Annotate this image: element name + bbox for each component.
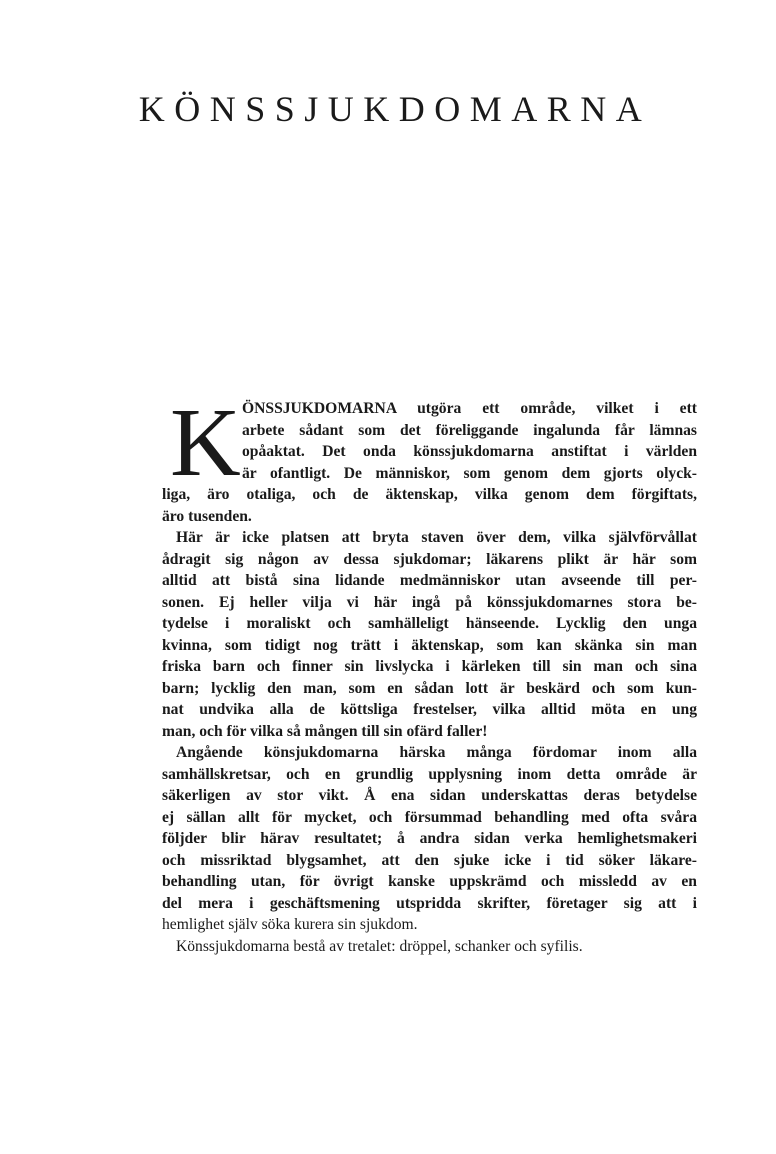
text-line: ej sällan allt för mycket, och försummad behandling med ofta svåra: [162, 808, 697, 826]
text-line: Könssjukdomarna bestå av tretalet: dröppel, schanker och syfilis.: [176, 937, 583, 955]
text-line: behandling utan, för övrigt kanske uppskrämd och missledd av en: [162, 873, 697, 890]
text-line: Här är icke platsen att bryta staven över dem, vilka självförvållat: [176, 529, 697, 546]
drop-cap: K: [170, 389, 241, 497]
paragraph-2: [162, 527, 697, 742]
text-line: äro tusenden.: [162, 507, 252, 525]
text-line: hemlighet själv söka kurera sin sjukdom.: [162, 916, 418, 933]
paragraph-4: [162, 936, 697, 958]
paragraph-1: [162, 389, 697, 527]
text-line: del mera i geschäftsmening utspridda skrifter, företager sig att i: [162, 894, 697, 912]
text-line: tydelse i moraliskt och samhälleligt hänseende. Lycklig den unga: [162, 615, 697, 632]
text-line: följder blir härav resultatet; å andra sidan verka hemlighetsmakeri: [162, 830, 697, 847]
paragraph-3: [162, 742, 697, 936]
text-line: man, och för vilka så mången till sin ofärd faller!: [162, 722, 488, 740]
text-line: liga, äro otaliga, och de äktenskap, vilka genom dem förgiftats,: [162, 486, 697, 503]
text-line: ÖNSSJUKDOMARNA utgöra ett område, vilket i ett: [242, 400, 697, 417]
text-line: Angående könsjukdomarna härska många fördomar inom alla: [176, 744, 697, 761]
page-title: KÖNSSJUKDOMARNA: [138, 89, 652, 129]
text-line: barn; lycklig den man, som en sådan lott är beskärd och som kun-: [162, 679, 697, 697]
text-line: sonen. Ej heller vilja vi här ingå på könssjukdomarnes stora be-: [162, 593, 697, 611]
text-line: arbete sådant som det föreliggande ingalunda får lämnas: [242, 421, 697, 439]
text-line: ådragit sig någon av dessa sjukdomar; läkarens plikt är här som: [162, 550, 697, 568]
text-line: alltid att bistå sina lidande medmänniskor utan avseende till per-: [162, 572, 697, 589]
text-line: är ofantligt. De människor, som genom dem gjorts olyck-: [242, 464, 697, 482]
text-line: nat undvika alla de köttsliga frestelser, vilka alltid möta en ung: [162, 701, 697, 718]
text-line: kvinna, som tidigt nog trätt i äktenskap, som kan skänka sin man: [162, 636, 697, 654]
text-line: friska barn och finner sin livslycka i kärleken till sin man och sina: [162, 658, 697, 675]
text-line: säkerligen av stor vikt. Å ena sidan underskattas deras betydelse: [162, 787, 697, 804]
text-line: och missriktad blygsamhet, att den sjuke icke i tid söker läkare-: [162, 851, 697, 869]
text-line: samhällskretsar, och en grundlig upplysning inom detta område är: [162, 765, 697, 783]
text-line: opåaktat. Det onda könssjukdomarna anstiftat i världen: [242, 443, 697, 460]
body-text: [162, 389, 697, 957]
